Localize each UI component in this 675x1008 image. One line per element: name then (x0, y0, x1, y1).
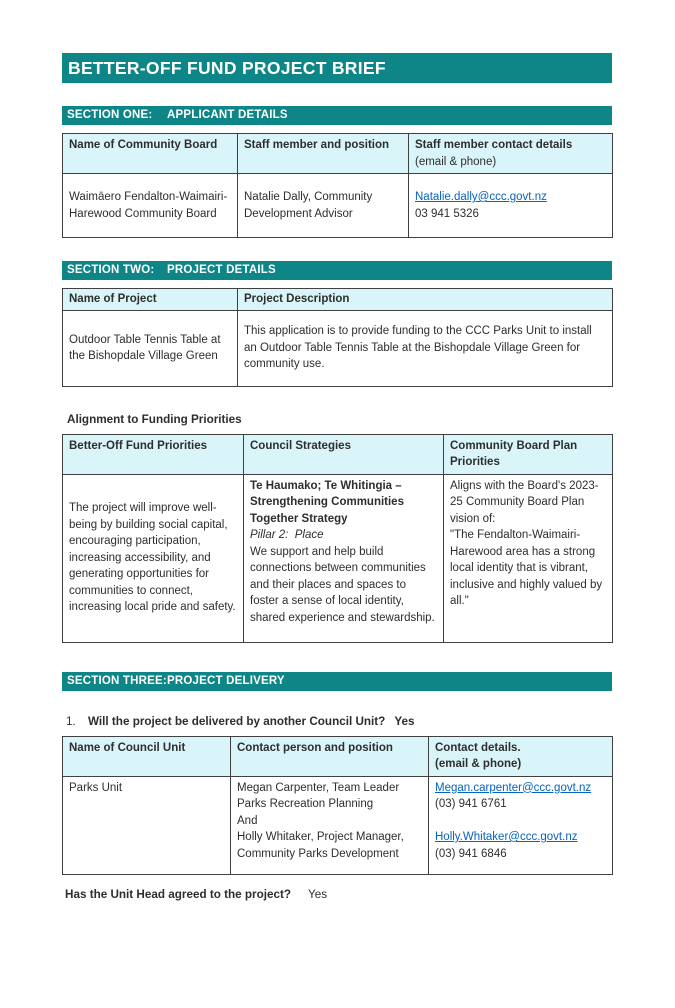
section-one-banner (62, 106, 612, 125)
alignment-heading: Alignment to Funding Priorities (67, 412, 242, 426)
header-label: Project Description (244, 293, 350, 305)
header-label: Community Board Plan Priorities (450, 439, 578, 468)
table-row (63, 474, 613, 642)
section-three-heading: PROJECT DELIVERY (167, 674, 285, 687)
applicant-details-table (62, 133, 613, 238)
section-two-label: SECTION TWO: (67, 264, 155, 276)
cell-council-strategies (244, 474, 444, 642)
email-link-megan[interactable]: Megan.carpenter@ccc.govt.nz (435, 781, 592, 794)
question-number: 1. (66, 714, 76, 728)
document-page (62, 53, 612, 901)
header-council-strategies (244, 434, 444, 474)
question-text: Has the Unit Head agreed to the project? (65, 887, 291, 901)
header-fund-priorities (63, 434, 244, 474)
header-label: Better-Off Fund Priorities (69, 439, 208, 452)
section-one-heading: APPLICANT DETAILS (167, 109, 288, 121)
cell-project-description: This application is to provide funding to the CCC Parks Unit to install an Outdoor Table Tennis Table at the Bishopdale Village Green for community use. (238, 310, 613, 386)
cell-project-name: Outdoor Table Tennis Table at the Bishopdale Village Green (63, 310, 238, 386)
strategy-pillar: Pillar 2: Place (250, 529, 324, 541)
table-header-row (63, 434, 613, 474)
document-title: BETTER-OFF FUND PROJECT BRIEF (68, 58, 386, 78)
cell-contact-person (231, 776, 429, 874)
email-link-holly[interactable]: Holly.Whitaker@ccc.govt.nz (435, 831, 578, 843)
document-title-banner (62, 53, 612, 83)
header-project-name (63, 289, 238, 311)
cell-fund-priorities: The project will improve well-being by building social capital, encouraging participation, increasing accessibility, and generating opportunities for communities to connect, increasing local pride and safety. (63, 474, 244, 642)
question-answer: Yes (394, 714, 415, 728)
council-unit-table (62, 736, 613, 875)
contact-person-2: Holly Whitaker, Project Manager, Community Parks Development (237, 831, 404, 860)
strategy-body: We support and help build connections between communities and their places and spaces to foster a sense of local identity, shared experience and stewardship. (250, 545, 435, 624)
header-label: Contact person and position (237, 741, 393, 754)
strategy-title: Te Haumako; Te Whitingia – Strengthening Communities Together Strategy (250, 479, 404, 525)
header-board-plan-priorities (444, 434, 613, 474)
header-label: Contact details. (435, 741, 521, 754)
header-label: Council Strategies (250, 439, 351, 452)
question-answer: Yes (308, 887, 328, 901)
cell-staff-member: Natalie Dally, Community Development Advisor (238, 174, 409, 238)
header-sublabel: (email & phone) (415, 155, 497, 168)
phone-number: 03 941 5326 (415, 207, 479, 220)
header-community-board (63, 134, 238, 174)
table-row (63, 174, 613, 238)
header-label: Staff member and position (244, 139, 390, 151)
header-staff-member (238, 134, 409, 174)
header-council-unit (63, 736, 231, 776)
table-row (63, 776, 613, 874)
cell-contact-details (409, 174, 613, 238)
question-delivered-by-council-unit (62, 715, 612, 728)
section-one-label: SECTION ONE: (67, 109, 153, 121)
table-header-row (63, 134, 613, 174)
cell-community-board: Waimāero Fendalton-Waimairi-Harewood Community Board (63, 174, 238, 238)
section-two-heading: PROJECT DETAILS (167, 264, 276, 276)
section-three-banner (62, 672, 612, 691)
board-plan-intro: Aligns with the Board's 2023-25 Community Board Plan vision of: (450, 479, 599, 525)
table-header-row (63, 736, 613, 776)
section-three-label: SECTION THREE: (67, 674, 167, 687)
header-contact-details (409, 134, 613, 174)
header-project-description (238, 289, 613, 311)
section-two-banner (62, 261, 612, 280)
header-contact-person (231, 736, 429, 776)
alignment-table (62, 434, 613, 643)
header-label: Name of Council Unit (69, 741, 186, 754)
spacer (435, 813, 606, 830)
header-sublabel: (email & phone) (435, 758, 522, 770)
email-link-natalie[interactable]: Natalie.dally@ccc.govt.nz (415, 191, 547, 203)
header-label: Name of Project (69, 293, 157, 305)
header-contact-details (429, 736, 613, 776)
cell-contact-details (429, 776, 613, 874)
contact-person-1: Megan Carpenter, Team Leader Parks Recreation Planning (237, 781, 400, 810)
cell-board-plan (444, 474, 613, 642)
question-unit-head-agreed (62, 888, 612, 901)
board-plan-quote: "The Fendalton-Waimairi-Harewood area has a strong local identity that is vibrant, inclusive and highly valued by all." (450, 529, 603, 607)
header-label: Name of Community Board (69, 139, 218, 151)
header-label: Staff member contact details (415, 139, 573, 151)
table-row (63, 310, 613, 386)
contact-joiner: And (237, 814, 258, 827)
question-text: Will the project be delivered by another Council Unit? (88, 714, 386, 728)
project-details-table (62, 288, 613, 387)
cell-council-unit: Parks Unit (63, 776, 231, 874)
phone-number-megan: (03) 941 6761 (435, 798, 507, 810)
table-header-row (63, 289, 613, 311)
phone-number-holly: (03) 941 6846 (435, 847, 507, 860)
